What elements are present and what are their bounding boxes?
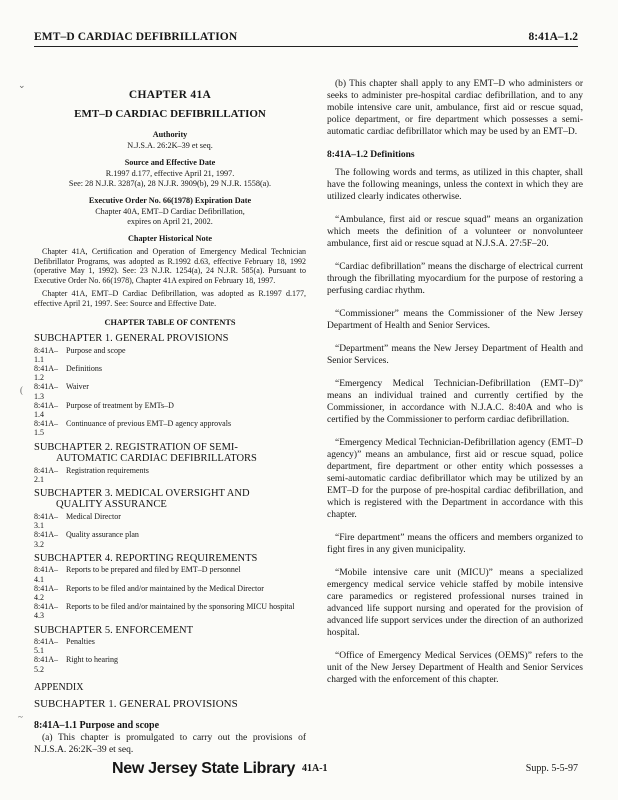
toc-subchapter-5: SUBCHAPTER 5. ENFORCEMENT <box>34 624 193 636</box>
section-1-1-heading: 8:41A–1.1 Purpose and scope <box>34 720 160 731</box>
source-line-2: See: 28 N.J.R. 3287(a), 28 N.J.R. 3909(b), 29 N.J.R. 1558(a). <box>68 178 272 188</box>
toc-entry: 8:41A–1.2 Definitions <box>34 363 102 383</box>
historical-note <box>34 233 306 308</box>
source-block <box>34 157 306 188</box>
supplement-date: Supp. 5-5-97 <box>525 763 578 774</box>
toc-entry: 8:41A–5.1 Penalties <box>34 637 95 656</box>
exec-order-line-1: Chapter 40A, EMT–D Cardiac Defibrillation, <box>95 206 245 216</box>
toc-entry: 8:41A–3.1 Medical Director <box>34 511 121 531</box>
definition-emt-d: “Emergency Medical Technician-Defibrillation (EMT–D)” means an individual trained and currently certified by the Commissioner, in accordance with N.J.A.C. 8:40A and who is certified by the Commissioner to perform cardiac defibrillation. <box>327 379 583 425</box>
toc-entry: 8:41A–4.1 Reports to be prepared and filed by EMT–D personnel <box>34 565 241 584</box>
definition-oems: “Office of Emergency Medical Services (OEMS)” refers to the unit of the New Jersey Department of Health and Senior Services charged with the enforcement of this chapter. <box>327 651 583 685</box>
exec-order-line-2: expires on April 21, 2002. <box>127 216 213 226</box>
toc-subchapter-1: SUBCHAPTER 1. GENERAL PROVISIONS <box>34 333 229 345</box>
exec-order-label: Executive Order No. 66(1978) Expiration Date <box>88 196 252 206</box>
left-column <box>34 90 306 693</box>
definition-commissioner: “Commissioner” means the Commissioner of the New Jersey Department of Health and Senior Services. <box>327 309 583 331</box>
toc-entry: 8:41A–2.1 Registration requirements <box>34 465 149 484</box>
toc-entry: 8:41A–5.2 Right to hearing <box>34 655 118 674</box>
toc-subchapter-1-list <box>34 346 306 438</box>
historical-note-label: Chapter Historical Note <box>128 234 212 244</box>
section-1-2-heading: 8:41A–1.2 Definitions <box>327 150 415 160</box>
toc-entry: 8:41A–1.3 Waiver <box>34 382 89 401</box>
toc-entry: 8:41A–1.5 Continuance of previous EMT–D agency approvals <box>34 419 232 438</box>
toc-appendix: APPENDIX <box>34 681 84 693</box>
exec-order-block <box>34 195 306 226</box>
toc-entry: 8:41A–1.1 Purpose and scope <box>34 345 126 364</box>
toc-subchapter-2: SUBCHAPTER 2. REGISTRATION OF SEMI- AUTOMATIC CARDIAC DEFIBRILLATORS <box>34 441 257 465</box>
toc-entry: 8:41A–3.2 Quality assurance plan <box>34 530 139 549</box>
header-rule <box>34 46 578 47</box>
authority-label: Authority <box>152 130 188 139</box>
toc-entry: 8:41A–4.2 Reports to be filed and/or maintained by the Medical Director <box>34 583 264 602</box>
toc-entry: 8:41A–1.4 Purpose of treatment by EMTs–D <box>34 400 174 419</box>
definition-micu: “Mobile intensive care unit (MICU)” means a specialized emergency medical service vehicle staffed by mobile intensive care paramedics or registered professional nurses trained in advanced life support nursing and operated for the provision of advanced life support services under the direction of an authorized hospital. <box>327 568 583 638</box>
historical-note-para-1: Chapter 41A, Certification and Operation of Emergency Medical Technician Defibrillator Programs, was adopted as R.1992 d.63, effective February 18, 1992 (operative May 1, 1992). See: 23 N.J.R. 1254(a), 24 N.J.R. 585(a). Pursuant to Executive Order No. 66(1978), Chapter 41A expired on February 18, 1997. <box>34 246 306 285</box>
definition-ambulance: “Ambulance, first aid or rescue squad” means an organization which meets the definition of a volunteer or nonvolunteer ambulance, first aid or rescue squad at N.J.S.A. 27:5F–20. <box>327 215 583 249</box>
definition-emt-d-agency: “Emergency Medical Technician-Defibrillation agency (EMT–D agency)” means an ambulance, first aid or rescue squad, police department, fire department or other entity which possesses a semi-automatic cardiac defibrillator which may be utilized by an EMT–D for the purpose of pre-hospital cardiac defibrillation, and which is registered with the Department in accordance with this chapter. <box>327 438 583 520</box>
source-label: Source and Effective Date <box>124 158 216 168</box>
library-watermark: New Jersey State Library <box>112 760 296 777</box>
section-1-1-para-a: (a) This chapter is promulgated to carry out the provisions of N.J.S.A. 26:2K–39 et seq. <box>34 733 306 755</box>
chapter-name: EMT–D CARDIAC DEFIBRILLATION <box>74 107 266 120</box>
definition-cardiac-defibrillation: “Cardiac defibrillation” means the discharge of electrical current through the fibrillating myocardium for the purpose of restoring a perfusing cardiac rhythm. <box>327 262 583 296</box>
definition-fire-department: “Fire department” means the officers and members organized to fight fires in any given municipality. <box>327 533 583 555</box>
toc-heading: CHAPTER TABLE OF CONTENTS <box>104 317 236 327</box>
right-column <box>327 78 583 697</box>
running-header-title: EMT–D CARDIAC DEFIBRILLATION <box>34 31 238 43</box>
toc-subchapter-4: SUBCHAPTER 4. REPORTING REQUIREMENTS <box>34 552 258 564</box>
definitions-intro: The following words and terms, as utilized in this chapter, shall have the following meanings, unless the context in which they are utilized clearly indicates otherwise. <box>327 168 583 202</box>
running-header-section: 8:41A–1.2 <box>528 31 578 43</box>
margin-scan-mark: ~ <box>18 712 23 722</box>
definition-department: “Department” means the New Jersey Department of Health and Senior Services. <box>327 344 583 366</box>
toc-entry: 8:41A–4.3 Reports to be filed and/or maintained by the sponsoring MICU hospital <box>34 602 295 621</box>
table-of-contents <box>34 317 306 694</box>
subchapter-1-heading: SUBCHAPTER 1. GENERAL PROVISIONS <box>34 698 238 710</box>
historical-note-para-2: Chapter 41A, EMT–D Cardiac Defibrillation, was adopted as R.1997 d.177, effective April 21, 1997. See: Source and Effective Date. <box>34 289 306 308</box>
authority-text: N.J.S.A. 26:2K–39 et seq. <box>127 140 213 150</box>
section-1-1-para-b: (b) This chapter shall apply to any EMT–D who administers or seeks to administer pre-hospital cardiac defibrillation, and to any mobile intensive care unit, ambulance, first aid or rescue squad, police department, or fire department which possesses a semi-automatic cardiac defibrillator which may be used by an EMT–D. <box>327 79 583 137</box>
page-number: 41A-1 <box>302 763 328 774</box>
margin-scan-mark: ⌄ <box>18 80 26 90</box>
chapter-number: CHAPTER 41A <box>128 89 212 101</box>
toc-subchapter-3: SUBCHAPTER 3. MEDICAL OVERSIGHT AND QUALITY ASSURANCE <box>34 487 250 511</box>
source-line-1: R.1997 d.177, effective April 21, 1997. <box>105 168 235 178</box>
margin-bracket-mark: ( <box>20 385 23 395</box>
authority-block <box>34 129 306 150</box>
